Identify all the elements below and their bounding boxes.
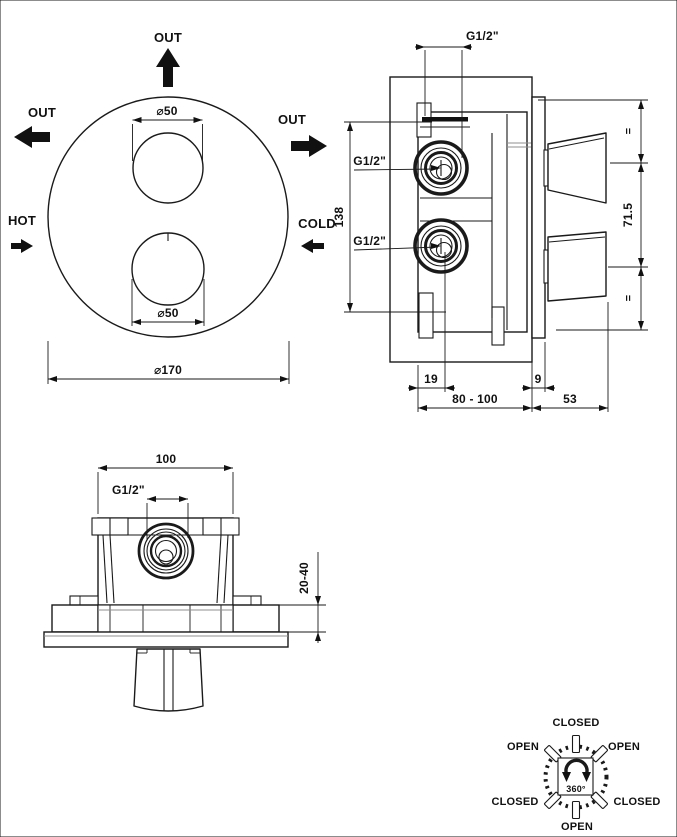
handle-front-view [134, 649, 203, 711]
arrow-out-top-icon [156, 48, 180, 87]
angle-360-label: 360° [566, 784, 586, 794]
thread-label-top-view: G1/2" [112, 483, 145, 497]
lug-left [70, 596, 98, 605]
body-through-wall [98, 605, 233, 632]
label-closed-right: CLOSED [613, 796, 661, 808]
equal-bottom-label: = [623, 294, 635, 302]
arrow-out-right-icon [291, 135, 327, 157]
body-bottom-lug-right [492, 307, 504, 345]
upper-handle-circle [133, 133, 203, 203]
height-138-label: 138 [332, 206, 346, 228]
wall-depth-label: 20-40 [297, 562, 311, 594]
thread-cold-label: G1/2" [353, 234, 386, 248]
label-closed-left: CLOSED [491, 796, 539, 808]
protrusion-53-label: 53 [563, 392, 577, 406]
rotation-diagram [491, 717, 660, 833]
depth-range-label: 80 - 100 [452, 392, 498, 406]
thread-hot-label: G1/2" [353, 154, 386, 168]
front-view [8, 30, 336, 384]
wall-hatch-right [233, 605, 279, 632]
label-open-bottom: OPEN [561, 821, 593, 833]
spoke-south [573, 802, 580, 819]
label-out-left: OUT [27, 105, 57, 120]
arrow-hot-in-icon [11, 239, 33, 253]
top-view [44, 452, 326, 711]
offset-19-label: 19 [424, 372, 438, 386]
label-open-right: OPEN [608, 741, 640, 753]
label-closed-top: CLOSED [552, 717, 600, 729]
label-out-top: OUT [153, 30, 183, 45]
label-cold: COLD [298, 216, 336, 231]
dia170-label: ⌀170 [153, 363, 183, 377]
label-open-left: OPEN [507, 741, 539, 753]
arrow-out-left-icon [14, 126, 50, 148]
wall-plate-top-view [44, 632, 288, 647]
label-hot: HOT [7, 213, 37, 228]
dia50-top-label: ⌀50 [156, 104, 178, 118]
wall-hatch-left [52, 605, 98, 632]
dia50-bottom-label: ⌀50 [157, 306, 179, 320]
spoke-north [573, 736, 580, 753]
arrow-cold-in-icon [301, 239, 324, 253]
wall-plate-section [532, 97, 545, 338]
label-out-right: OUT [277, 112, 307, 127]
dimension-wall-depth [279, 552, 326, 643]
body-bottom-lug [419, 293, 433, 338]
lower-handle-circle [132, 233, 204, 305]
lower-handle-profile [548, 232, 606, 301]
dimension-dia170 [48, 341, 289, 384]
top-outlet-fitting [422, 117, 468, 122]
thread-top-label: G1/2" [466, 29, 499, 43]
section-view [332, 29, 648, 412]
dimension-dia50-bottom [132, 279, 204, 326]
equal-top-label: = [623, 127, 635, 135]
plate-9-label: 9 [534, 372, 542, 386]
handle-spacing-label: 71.5 [621, 202, 635, 228]
width-100-label: 100 [155, 452, 177, 466]
lug-right [233, 596, 261, 605]
